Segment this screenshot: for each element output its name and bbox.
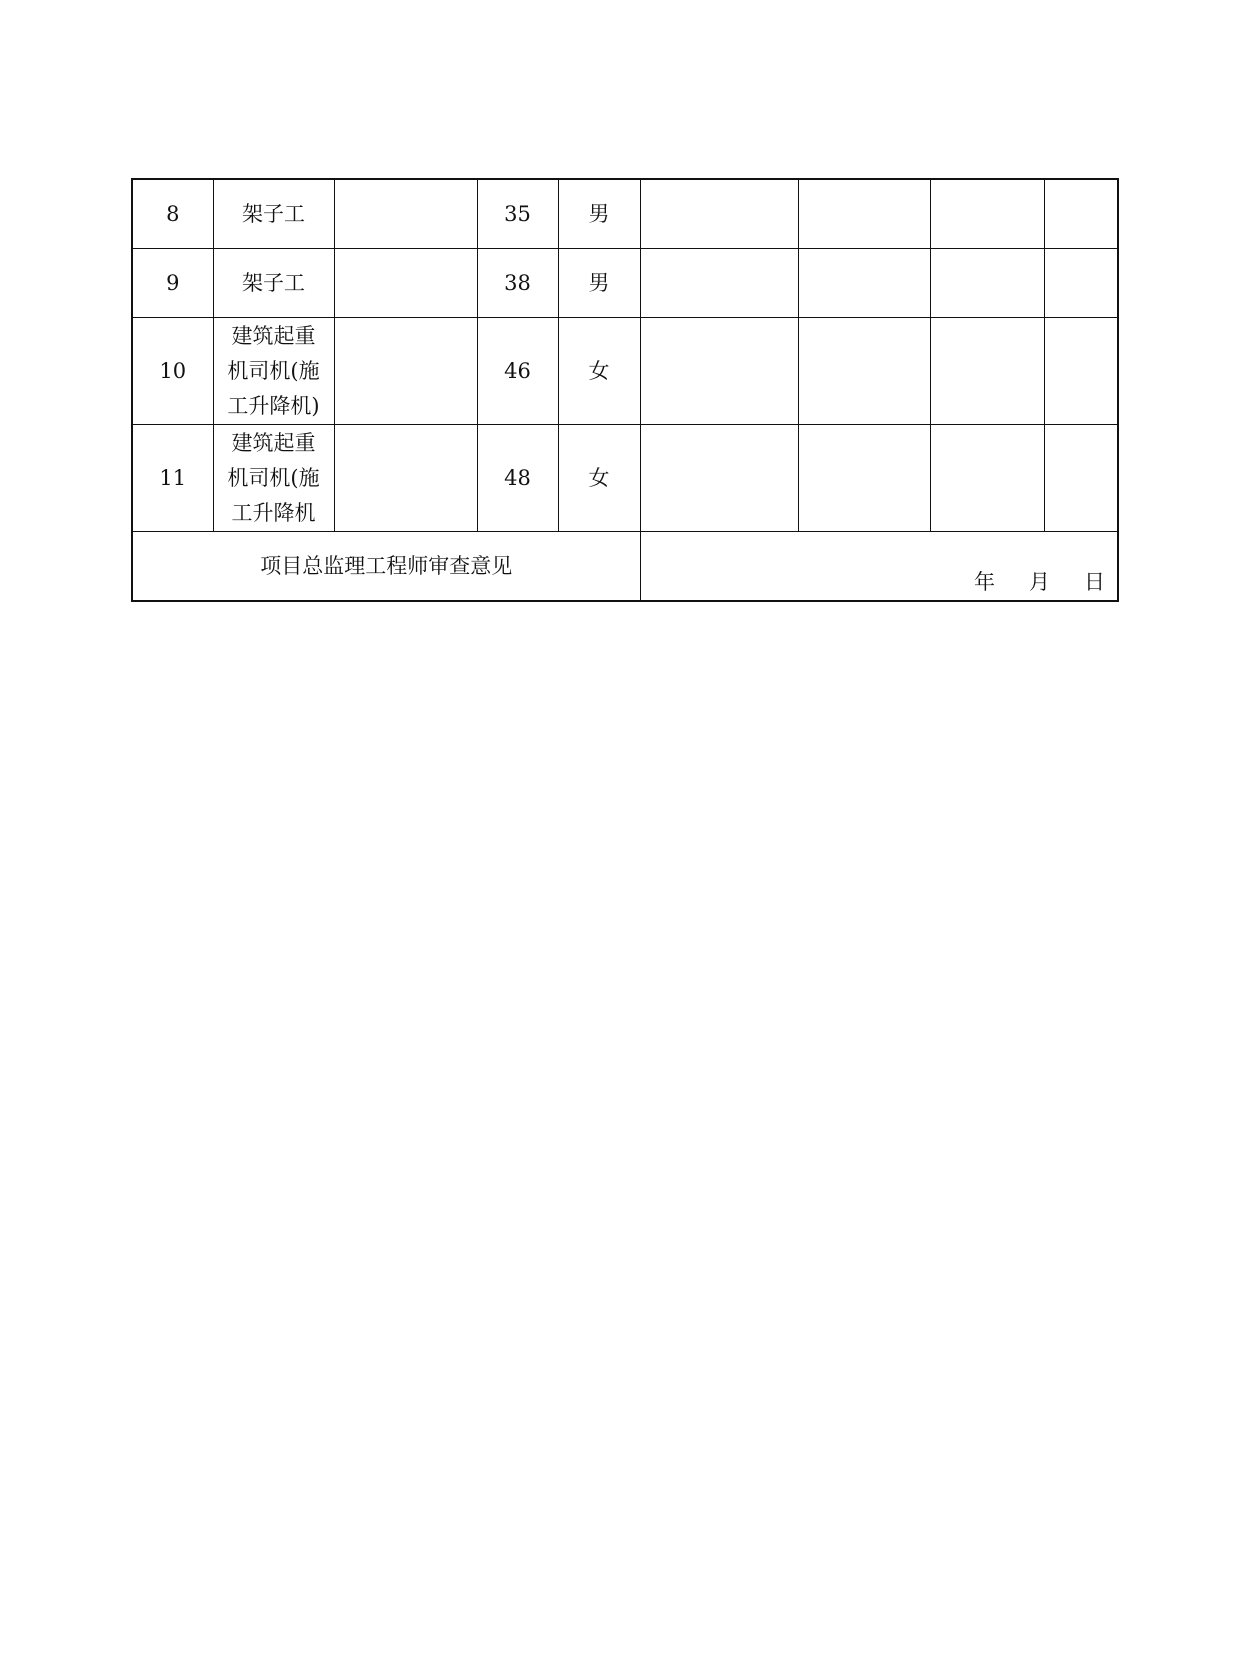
name-cell [334,249,477,318]
job-type-line: 架子工 [242,270,305,295]
day-label: 日 [1084,570,1105,594]
table-row [132,318,1118,425]
year-label: 年 [974,570,995,594]
name-cell [334,179,477,249]
blank-cell [798,249,930,318]
age-cell: 38 [477,249,558,318]
table-row [132,249,1118,318]
blank-cell [930,179,1044,249]
row-index: 9 [132,249,213,318]
job-type-line: 建筑起重 [231,323,316,348]
job-type-line: 架子工 [242,201,305,226]
job-type-cell [213,425,334,532]
blank-cell [640,249,798,318]
blank-cell [798,179,930,249]
blank-cell [930,249,1044,318]
job-type-cell [213,318,334,425]
row-index: 11 [132,425,213,532]
name-cell [334,318,477,425]
date-line [974,568,1105,596]
age-cell: 48 [477,425,558,532]
name-cell [334,425,477,532]
job-type-cell [213,249,334,318]
gender-cell: 男 [558,249,640,318]
blank-cell [640,425,798,532]
job-type-cell [213,179,334,249]
blank-cell [798,425,930,532]
job-type-line: 工升降机) [227,393,320,418]
approval-row [132,532,1118,602]
table-row [132,425,1118,532]
blank-cell [640,179,798,249]
blank-cell [1044,249,1118,318]
blank-cell [640,318,798,425]
document-sheet [131,178,1117,602]
personnel-table [131,178,1119,602]
job-type-line: 建筑起重 [231,430,316,455]
row-index: 10 [132,318,213,425]
job-type-line: 机司机(施 [227,358,320,383]
job-type-line: 工升降机 [231,500,316,525]
row-index: 8 [132,179,213,249]
age-cell: 46 [477,318,558,425]
gender-cell: 女 [558,318,640,425]
age-cell: 35 [477,179,558,249]
table-row [132,179,1118,249]
job-type-line: 机司机(施 [227,465,320,490]
approval-label: 项目总监理工程师审查意见 [132,532,640,602]
blank-cell [1044,425,1118,532]
blank-cell [1044,179,1118,249]
blank-cell [930,425,1044,532]
gender-cell: 女 [558,425,640,532]
approval-opinion-area [640,532,1118,602]
gender-cell: 男 [558,179,640,249]
blank-cell [1044,318,1118,425]
blank-cell [798,318,930,425]
blank-cell [930,318,1044,425]
month-label: 月 [1029,570,1050,594]
